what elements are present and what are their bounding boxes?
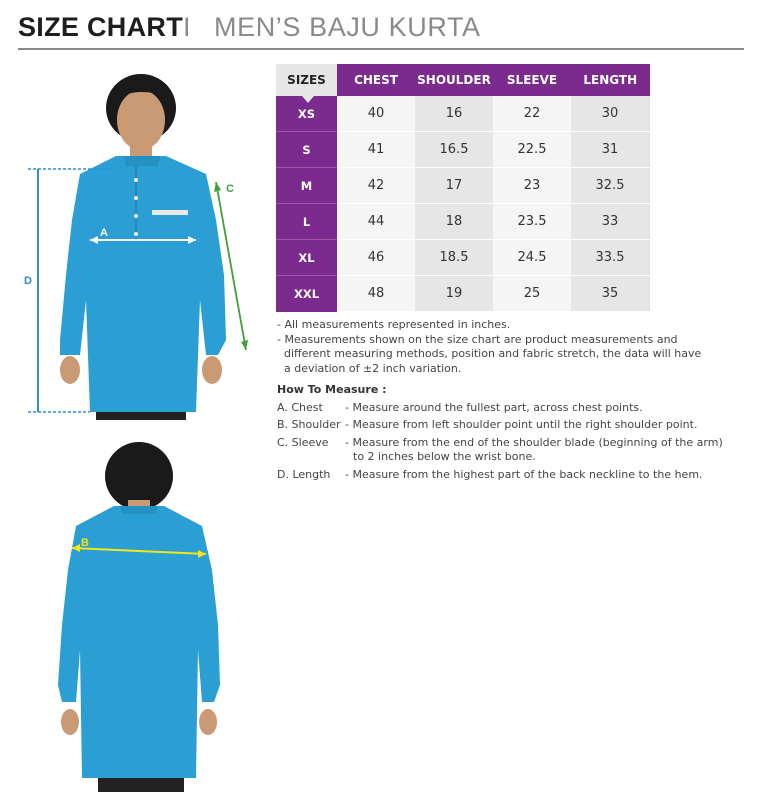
header-length: LENGTH (571, 64, 650, 96)
table-row (276, 204, 650, 240)
shoulder-value: 19 (415, 276, 493, 312)
front-pocket (152, 210, 188, 215)
title-separator: I (183, 12, 191, 42)
sleeve-value: 25 (493, 276, 571, 312)
measure-desc-continued: to 2 inches below the wrist bone. (353, 450, 536, 463)
page-header (18, 10, 744, 50)
measure-desc: - Measure around the fullest part, across chest points. (345, 400, 643, 414)
measure-desc: - Measure from the highest part of the back neckline to the hem. (345, 467, 703, 481)
size-label: XL (276, 240, 337, 276)
table-row (276, 132, 650, 168)
sleeve-value: 22.5 (493, 132, 571, 168)
length-value: 31 (571, 132, 650, 168)
header-shoulder: SHOULDER (415, 64, 493, 96)
marker-d: D (24, 275, 32, 287)
table-row (276, 240, 650, 276)
size-label: L (276, 204, 337, 240)
front-view-figure (20, 70, 260, 420)
measure-desc: - Measure from the end of the shoulder blade (beginning of the arm) (345, 435, 723, 449)
size-label: XS (276, 96, 337, 132)
length-value: 32.5 (571, 168, 650, 204)
chest-value: 48 (337, 276, 415, 312)
size-label: M (276, 168, 337, 204)
measure-item-length (277, 468, 747, 483)
shoulder-value: 18 (415, 204, 493, 240)
marker-b: B (81, 537, 89, 549)
sleeve-value: 22 (493, 96, 571, 132)
front-face (117, 90, 165, 150)
table-row (276, 276, 650, 312)
chest-value: 41 (337, 132, 415, 168)
shoulder-value: 16 (415, 96, 493, 132)
chest-value: 40 (337, 96, 415, 132)
sleeve-value: 23.5 (493, 204, 571, 240)
front-collar (124, 156, 160, 166)
marker-a: A (100, 227, 108, 239)
measure-item-sleeve (277, 436, 747, 451)
table-row (276, 168, 650, 204)
length-value: 33.5 (571, 240, 650, 276)
measure-item-chest (277, 401, 747, 416)
shoulder-value: 17 (415, 168, 493, 204)
measure-label: C. Sleeve (277, 435, 329, 449)
shoulder-value: 16.5 (415, 132, 493, 168)
marker-c: C (226, 183, 234, 195)
header-sleeve: SLEEVE (493, 64, 571, 96)
measurement-notes (277, 318, 747, 485)
table-row (276, 96, 650, 132)
measure-label: A. Chest (277, 400, 323, 414)
size-label: XXL (276, 276, 337, 312)
page-subtitle: MEN’S BAJU KURTA (214, 12, 481, 42)
chest-value: 46 (337, 240, 415, 276)
back-hair (105, 442, 173, 510)
note-line: - All measurements represented in inches. (277, 318, 511, 331)
page-title: SIZE CHART (18, 12, 183, 42)
front-kurta (60, 156, 226, 412)
shoulder-value: 18.5 (415, 240, 493, 276)
header-sizes: SIZES (276, 64, 337, 96)
length-value: 30 (571, 96, 650, 132)
header-chest: CHEST (337, 64, 415, 96)
measure-label: B. Shoulder (277, 418, 341, 431)
size-chart-table (276, 64, 650, 312)
note-line: - Measurements shown on the size chart are product measurements and (277, 332, 678, 346)
how-to-measure-title: How To Measure : (277, 383, 387, 396)
measure-label: D. Length (277, 467, 331, 481)
sleeve-value: 23 (493, 168, 571, 204)
table-header-row (276, 64, 650, 96)
back-view-figure (20, 440, 260, 795)
note-line: a deviation of ±2 inch variation. (284, 361, 462, 375)
measure-desc: - Measure from left shoulder point until the right shoulder point. (345, 418, 698, 431)
measure-item-shoulder (277, 418, 747, 433)
length-value: 33 (571, 204, 650, 240)
size-label: S (276, 132, 337, 168)
sleeve-value: 24.5 (493, 240, 571, 276)
chest-value: 44 (337, 204, 415, 240)
chest-value: 42 (337, 168, 415, 204)
length-value: 35 (571, 276, 650, 312)
note-line: different measuring methods, position and fabric stretch, the data will have (284, 347, 702, 360)
